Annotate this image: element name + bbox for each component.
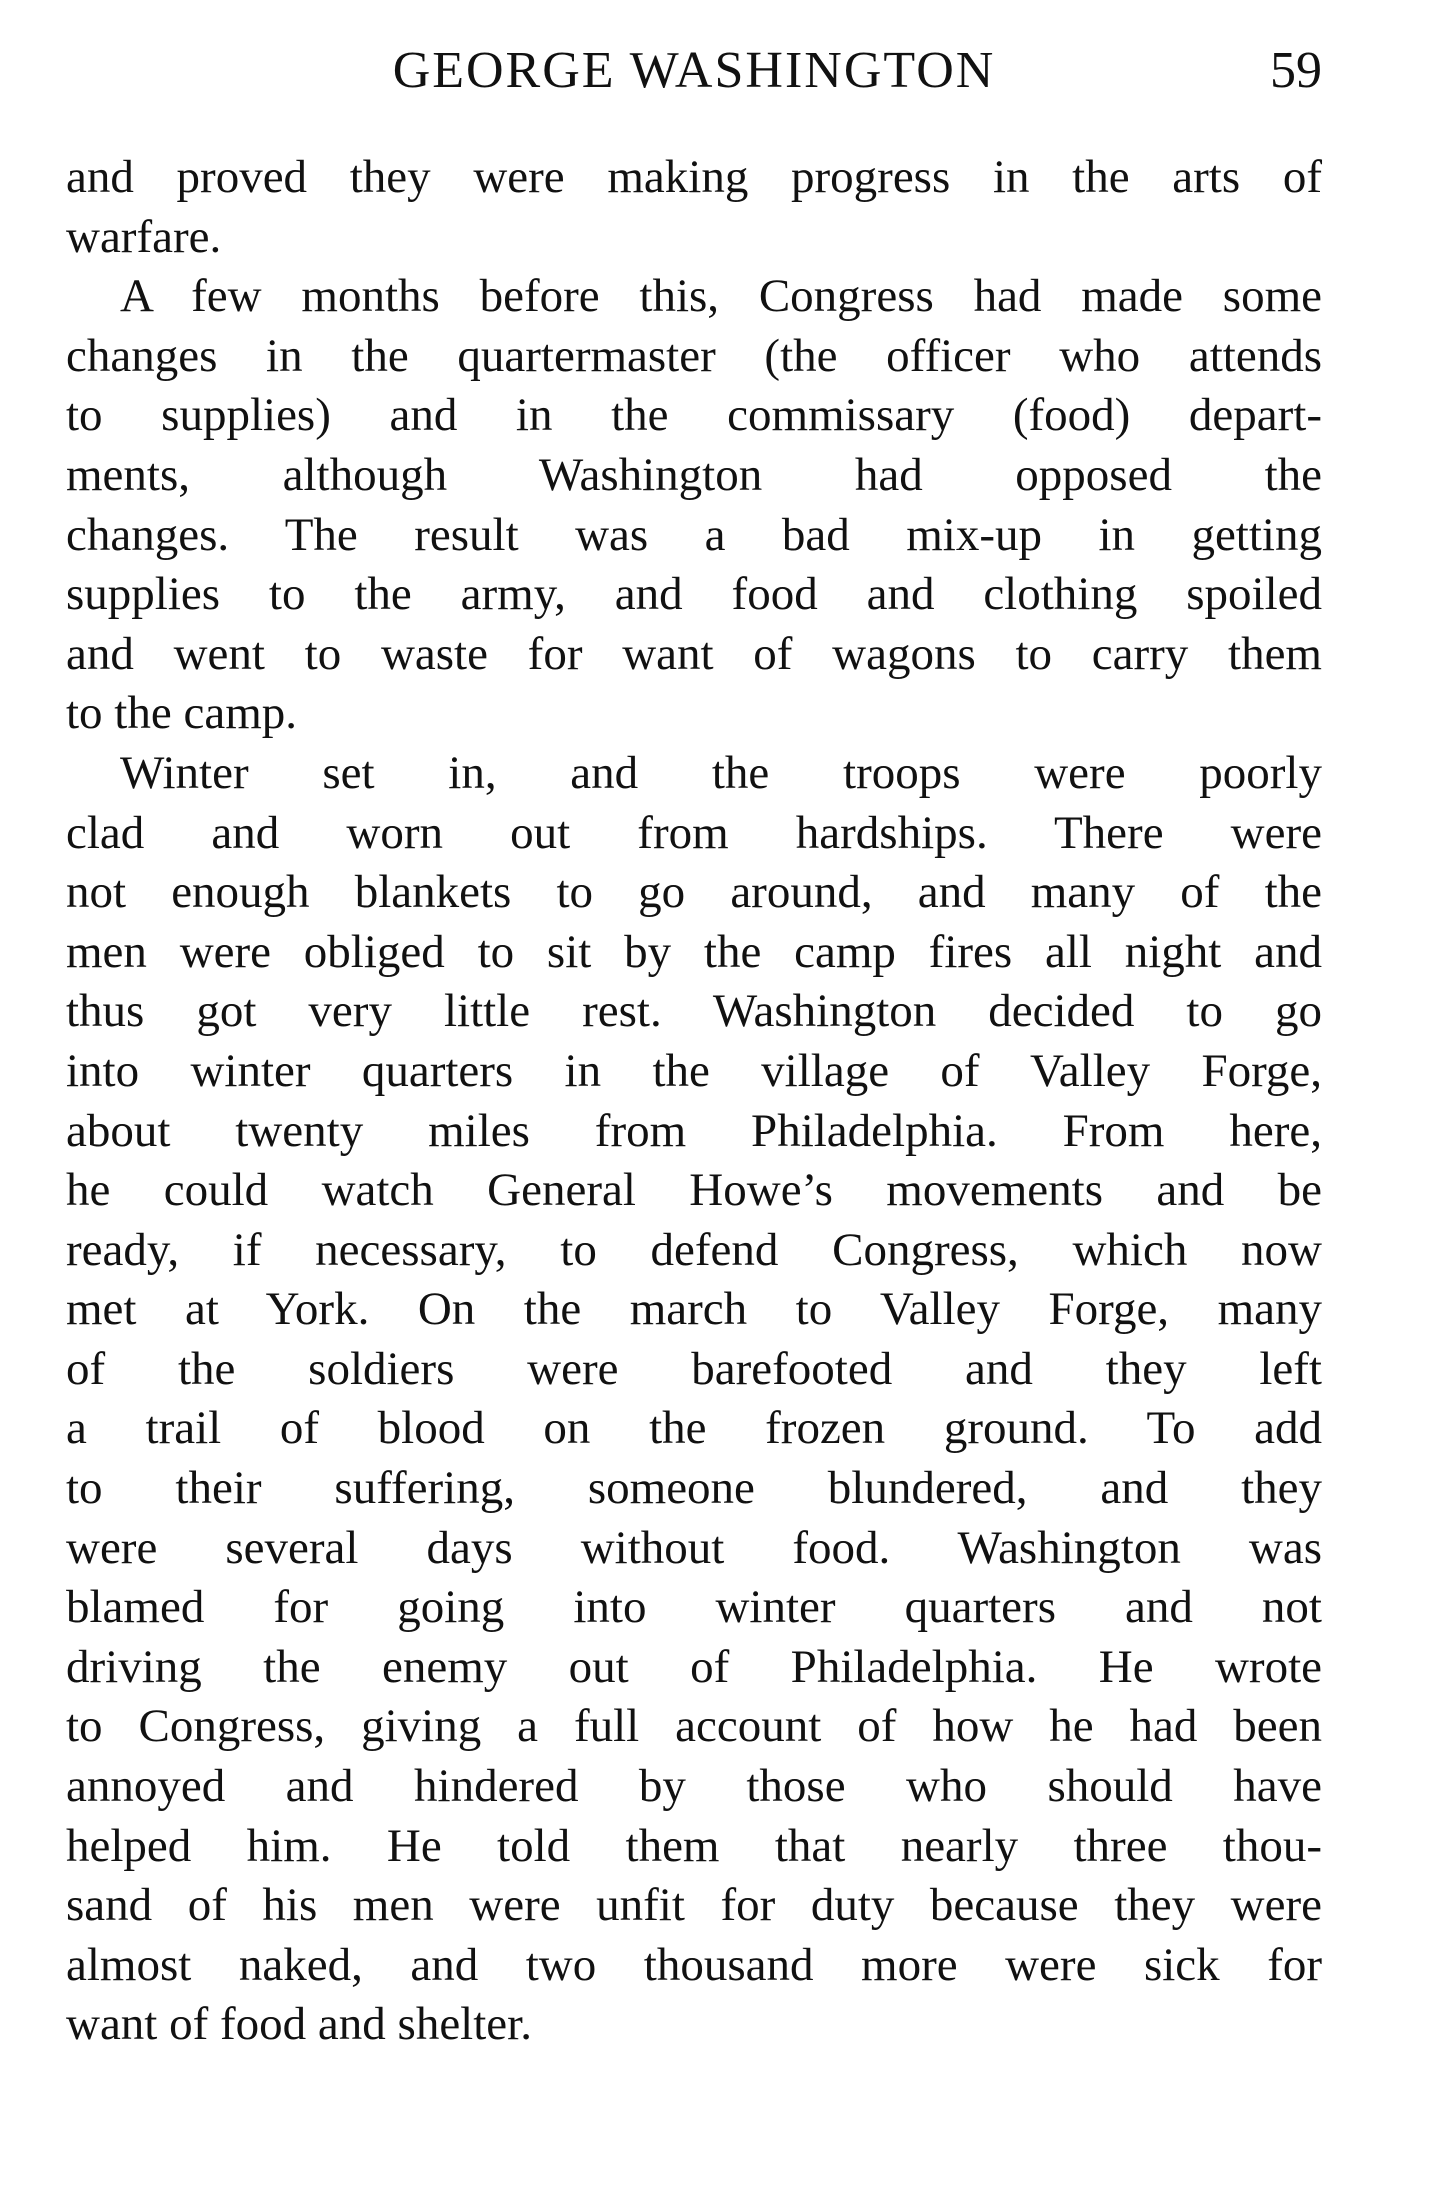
text-line: and proved they were making progress in the arts of <box>66 151 1322 203</box>
text-line: A few months before this, Congress had made some <box>120 270 1322 323</box>
text-line: changes. The result was a bad mix-up in getting <box>66 508 1322 561</box>
text-line: to supplies) and in the commissary (food) depart- <box>66 389 1322 442</box>
text-line: ments, although Washington had opposed the <box>66 448 1322 501</box>
text-line: sand of his men were unfit for duty because they were <box>66 1879 1322 1932</box>
text-line: warfare. <box>66 210 222 263</box>
text-line: to Congress, giving a full account of how he had been <box>66 1700 1322 1753</box>
text-line: to the camp. <box>66 687 298 740</box>
text-line: a trail of blood on the frozen ground. To add <box>66 1402 1322 1455</box>
page-number: 59 <box>1270 42 1322 99</box>
body-text <box>66 148 1322 2055</box>
running-title: GEORGE WASHINGTON <box>392 42 996 99</box>
text-line: driving the enemy out of Philadelphia. He wrote <box>66 1640 1322 1693</box>
text-line: almost naked, and two thousand more were sick for <box>66 1938 1322 1991</box>
text-line: thus got very little rest. Washington decided to go <box>66 985 1322 1038</box>
text-line: supplies to the army, and food and clothing spoiled <box>66 568 1322 621</box>
text-line: helped him. He told them that nearly three thou- <box>66 1819 1322 1872</box>
text-line: men were obliged to sit by the camp fires all night and <box>66 925 1322 978</box>
text-line: Winter set in, and the troops were poorly <box>120 746 1322 799</box>
text-line: met at York. On the march to Valley Forge, many <box>66 1283 1322 1336</box>
text-line: blamed for going into winter quarters and not <box>66 1581 1322 1634</box>
text-line: he could watch General Howe’s movements and be <box>66 1164 1322 1217</box>
text-line: not enough blankets to go around, and many of the <box>66 866 1322 919</box>
text-line: annoyed and hindered by those who should have <box>66 1760 1322 1813</box>
text-line: want of food and shelter. <box>66 1998 532 2051</box>
text-line: of the soldiers were barefooted and they left <box>66 1342 1322 1395</box>
running-head <box>66 36 1322 106</box>
text-line: and went to waste for want of wagons to carry them <box>66 627 1322 680</box>
text-line: were several days without food. Washington was <box>66 1521 1322 1574</box>
text-line: ready, if necessary, to defend Congress, which now <box>66 1223 1322 1276</box>
text-line: to their suffering, someone blundered, and they <box>66 1462 1322 1515</box>
text-line: changes in the quartermaster (the officer who attends <box>66 329 1322 382</box>
text-line: into winter quarters in the village of Valley Forge, <box>66 1044 1322 1097</box>
text-line: clad and worn out from hardships. There were <box>66 806 1322 859</box>
text-line: about twenty miles from Philadelphia. From here, <box>66 1104 1322 1157</box>
